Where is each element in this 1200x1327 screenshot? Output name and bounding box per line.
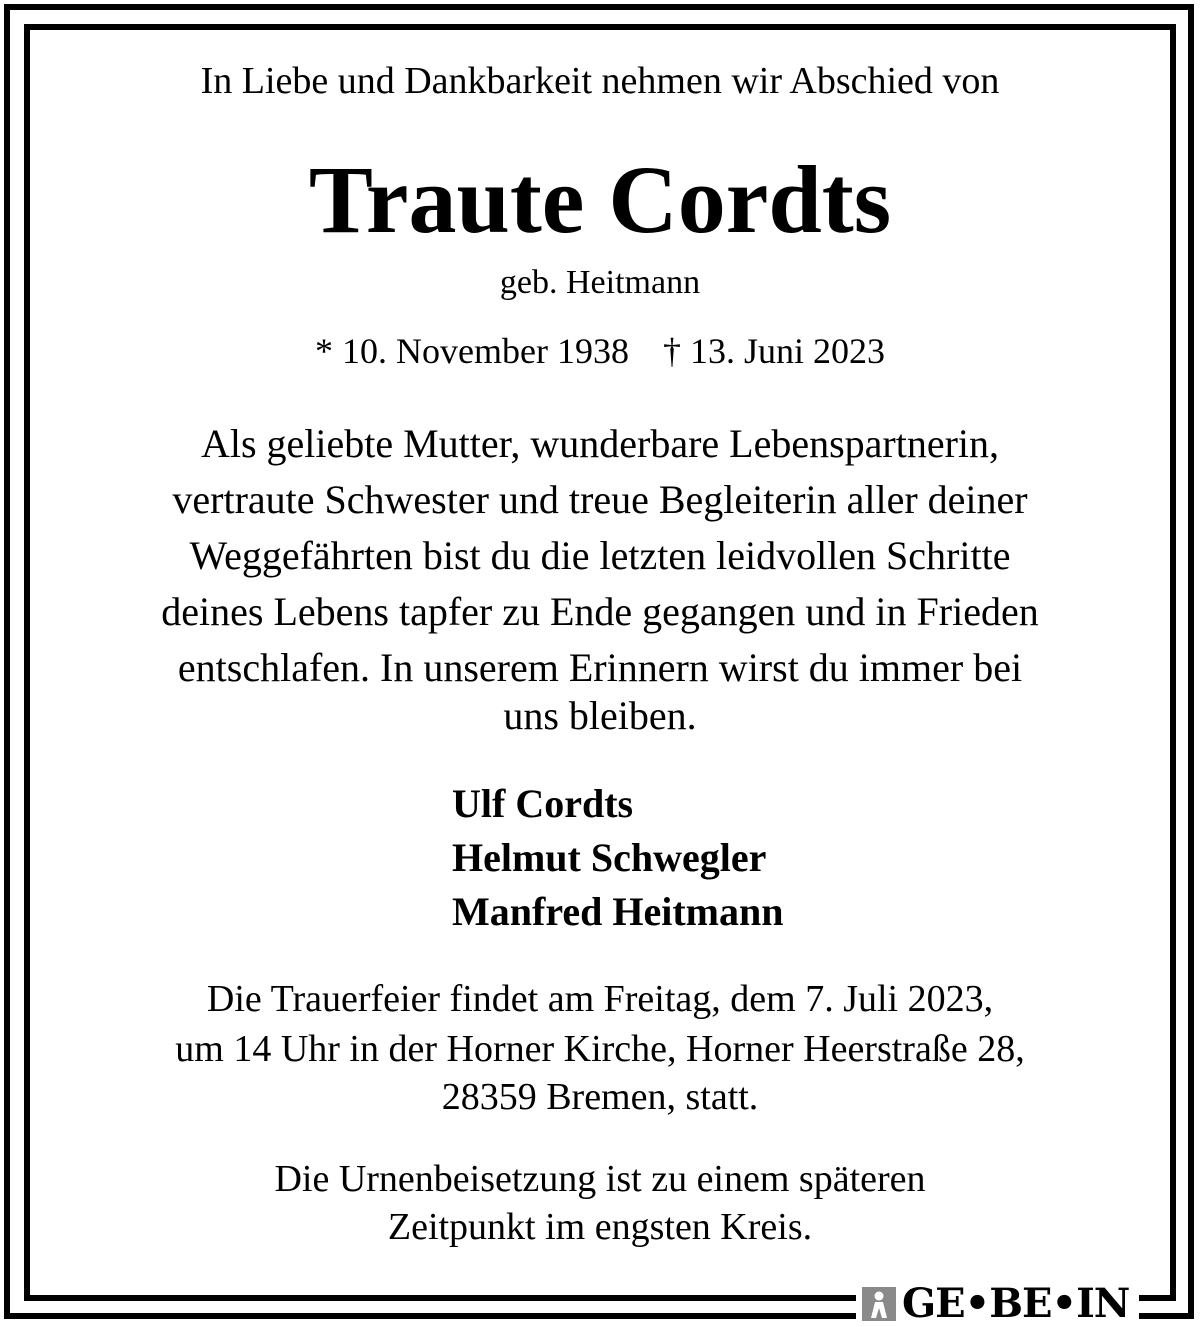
tribute-line: deines Lebens tapfer zu Ende gegangen und in Frieden (161, 589, 1039, 634)
mourner-name: Helmut Schwegler (452, 835, 767, 880)
maiden-name: geb. Heitmann (499, 264, 701, 301)
birth-date: * 10. November 1938 (315, 331, 629, 371)
logo-text: GE•BE•IN (902, 1280, 1130, 1327)
tribute-line: Weggefährten bist du die letzten leidvollen Schritte (189, 533, 1011, 578)
mourner-name: Manfred Heitmann (452, 889, 784, 934)
tribute-line: Als geliebte Mutter, wunderbare Lebenspartnerin, (200, 421, 1000, 466)
publisher-logo (856, 1280, 1139, 1327)
tribute-line: uns bleiben. (503, 693, 697, 738)
service-line: um 14 Uhr in der Horner Kirche, Horner Heerstraße 28, (175, 1028, 1025, 1070)
burial-line: Zeitpunkt im engsten Kreis. (387, 1206, 813, 1248)
burial-line: Die Urnenbeisetzung ist zu einem späteren (274, 1158, 926, 1200)
mourner-name: Ulf Cordts (452, 781, 634, 826)
intro-line: In Liebe und Dankbarkeit nehmen wir Abschied von (200, 60, 1000, 102)
service-line: Die Trauerfeier findet am Freitag, dem 7. Juli 2023, (206, 978, 994, 1020)
figure-logo-icon (862, 1287, 896, 1321)
service-line: 28359 Bremen, statt. (441, 1076, 759, 1118)
deceased-name: Traute Cordts (308, 146, 892, 253)
death-date: † 13. Juni 2023 (662, 331, 885, 371)
tribute-line: entschlafen. In unserem Erinnern wirst du immer bei (177, 645, 1023, 690)
life-dates (0, 333, 1200, 369)
tribute-line: vertraute Schwester und treue Begleiterin aller deiner (172, 477, 1028, 522)
